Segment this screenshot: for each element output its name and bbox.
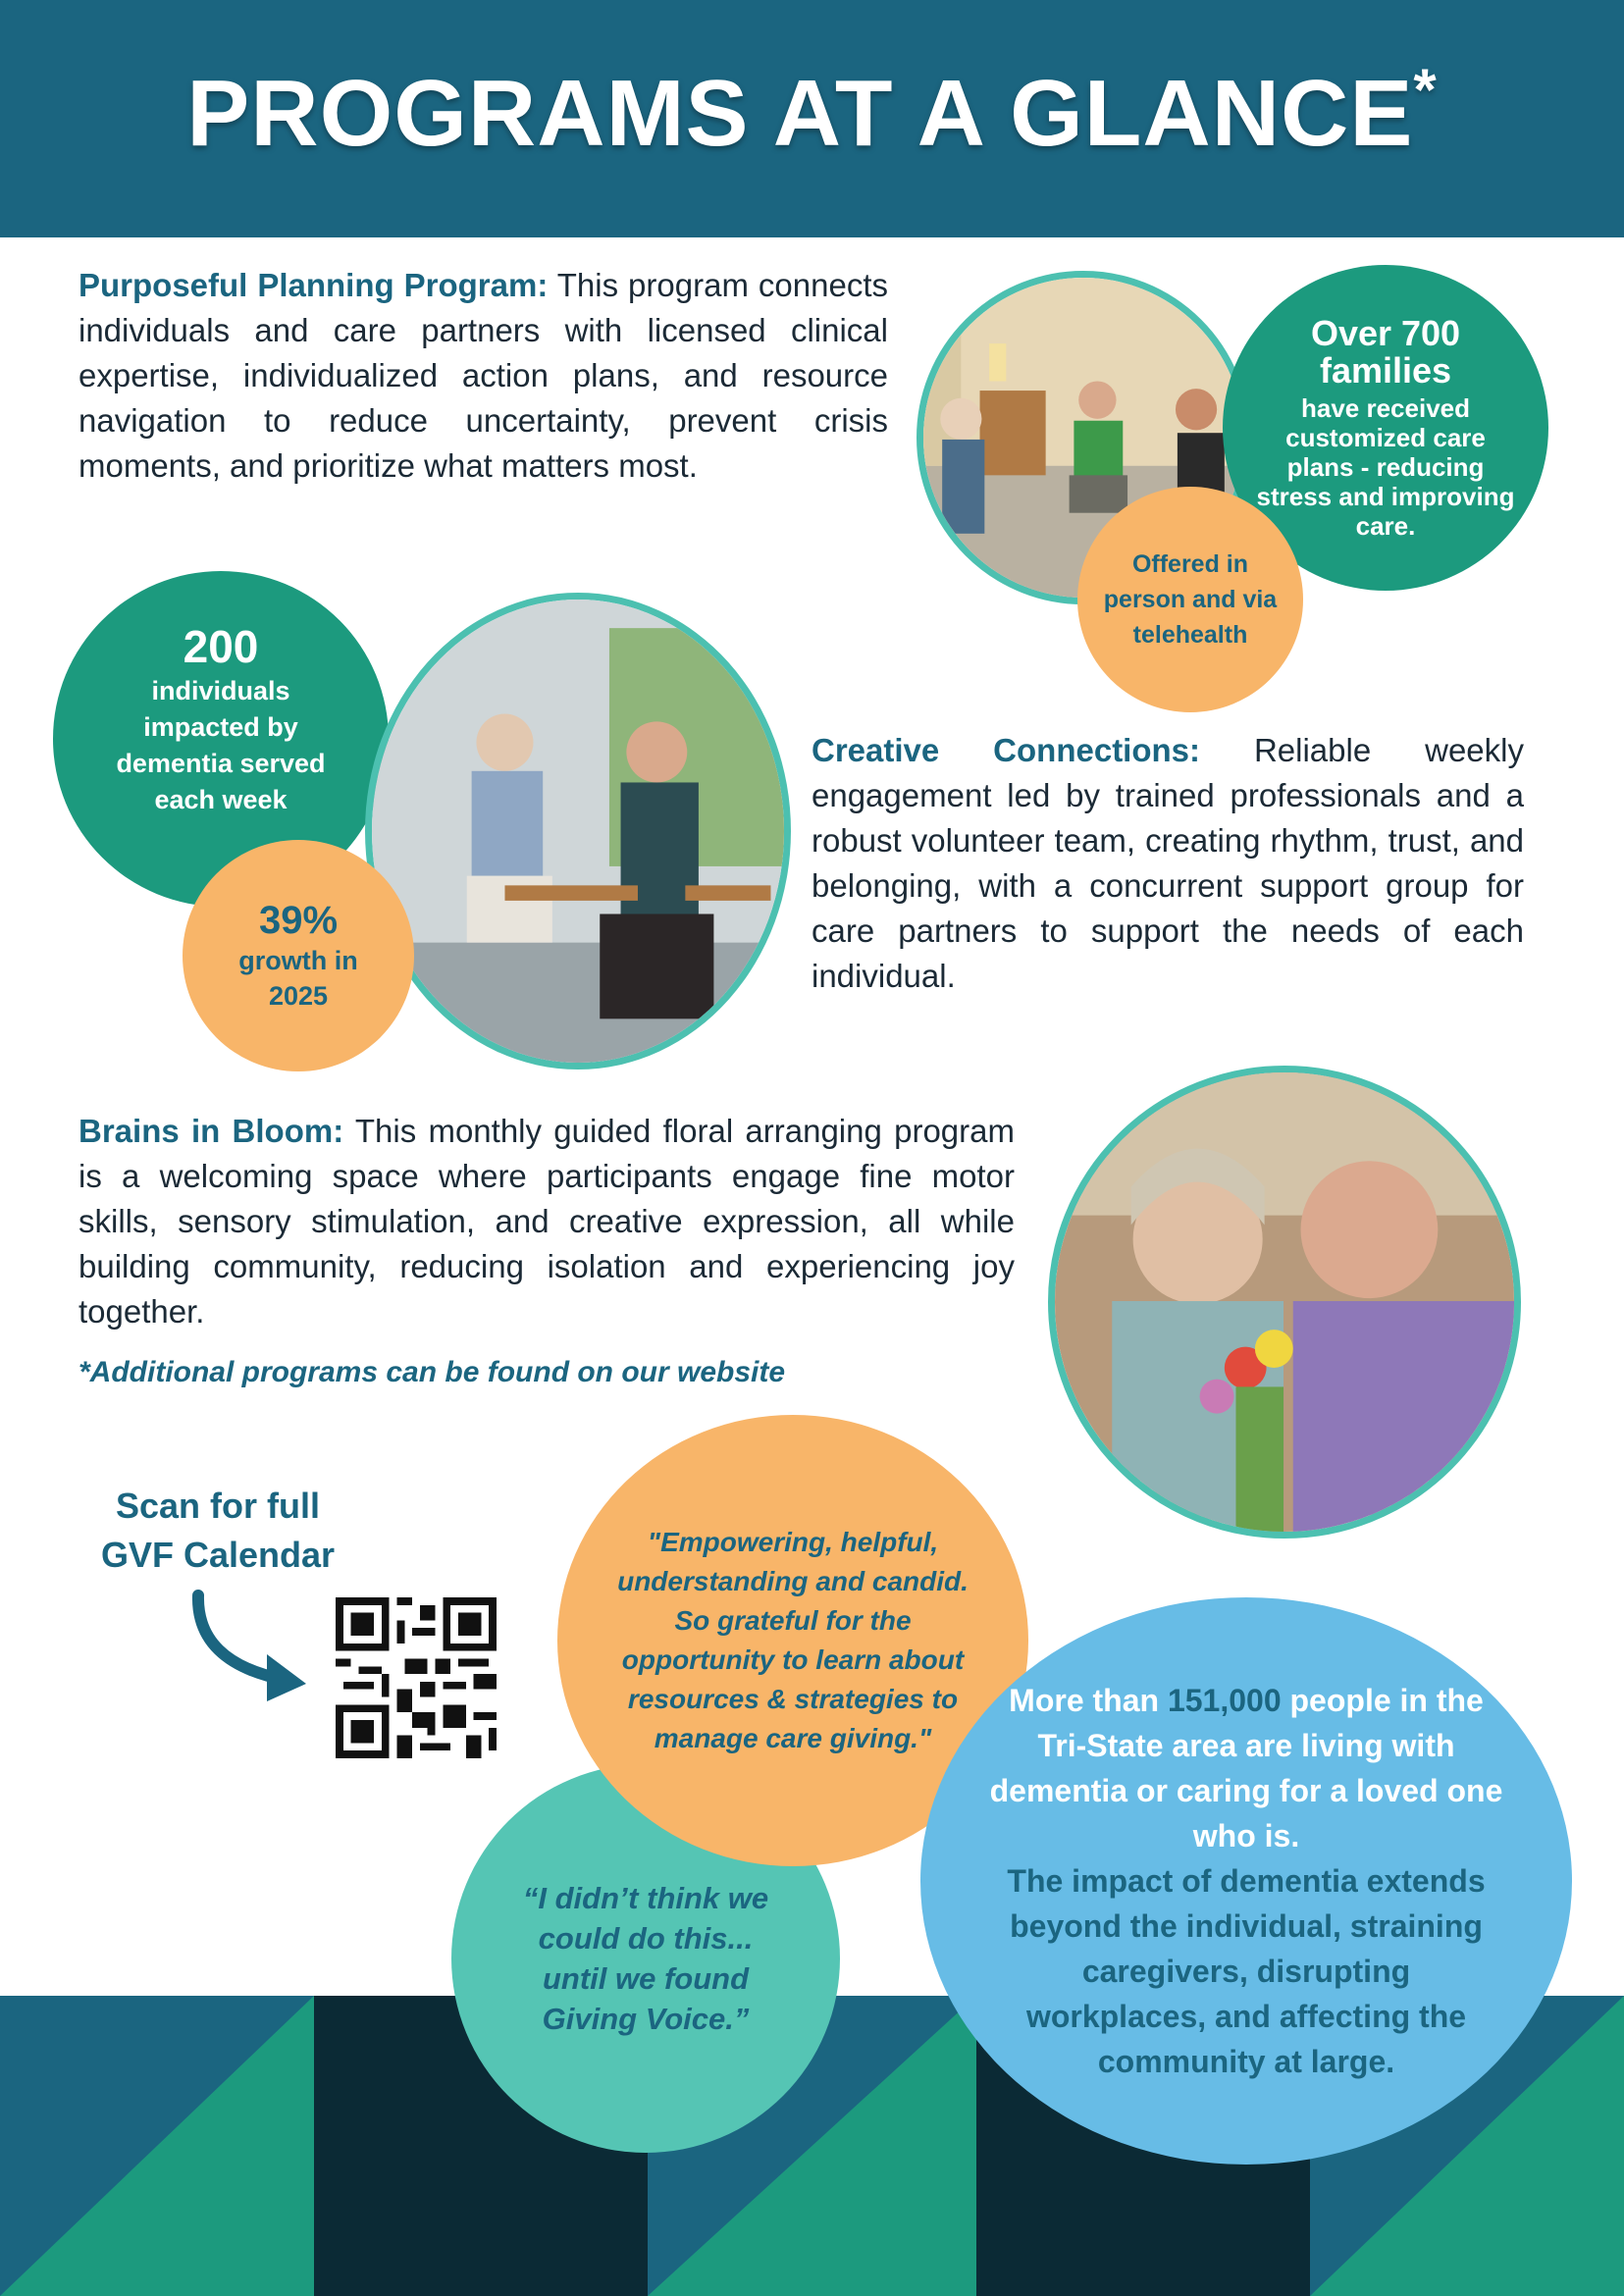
additional-programs-note: *Additional programs can be found on our website [79, 1356, 786, 1388]
brains-in-bloom-text: Brains in Bloom: This monthly guided floral arranging program is a welcoming space where participants engage fine motor skills, sensory stimulation, and creative expression, all while building community, reducing isolation and experiencing joy together. [79, 1113, 1015, 1330]
scan-calendar-label: Scan for full GVF Calendar [100, 1486, 336, 1575]
photo-chair-exercise [365, 593, 791, 1070]
offered-telehealth-text: Offered in person and via telehealth [1103, 550, 1278, 649]
creative-connections-text: Creative Connections: Reliable weekly engagement led by trained professionals and a robust volunteer team, creating rhythm, trust, and belonging, with a concurrent support group for care partners to support the needs of each individual. [812, 732, 1524, 994]
purposeful-planning-text: Purposeful Planning Program: This program connects individuals and care partners with licensed clinical expertise, individualized action plans, and resource navigation to reduce uncertainty, prevent crisis moments, and prioritize what matters most. [79, 267, 888, 484]
impact-stat-detail: The impact of dementia extends beyond the individual, straining caregivers, disrupting workplaces, and affecting the community at large. [1007, 1863, 1486, 2079]
growth-stat-circle [183, 840, 414, 1071]
impact-stat-circle [920, 1597, 1572, 2165]
families-stat-headline: Over 700 families [1310, 313, 1461, 391]
impact-stat-intro: More than 151,000 people in the Tri-State area are living with dementia or caring for a loved one who is. [989, 1683, 1503, 1853]
individuals-stat-detail: individuals impacted by dementia served each week [116, 676, 326, 814]
individuals-stat-number: 200 [183, 621, 259, 672]
growth-stat-detail: growth in 2025 [238, 946, 358, 1011]
growth-stat-number: 39% [258, 899, 339, 942]
families-stat-detail: have received customized care plans - reducing stress and improving care. [1256, 393, 1515, 541]
offered-telehealth-circle [1077, 487, 1303, 712]
arrow-right-icon [177, 1584, 324, 1701]
teal-quote-text: “I didn’t think we could do this... until we found Giving Voice.” [522, 1881, 769, 2036]
page-title: PROGRAMS AT A GLANCE* [186, 57, 1438, 166]
qr-code[interactable] [336, 1597, 497, 1758]
orange-quote-text: "Empowering, helpful, understanding and candid. So grateful for the opportunity to learn about resources & strategies to manage care giving." [617, 1527, 969, 1753]
photo-couple-flowers [1048, 1066, 1521, 1539]
